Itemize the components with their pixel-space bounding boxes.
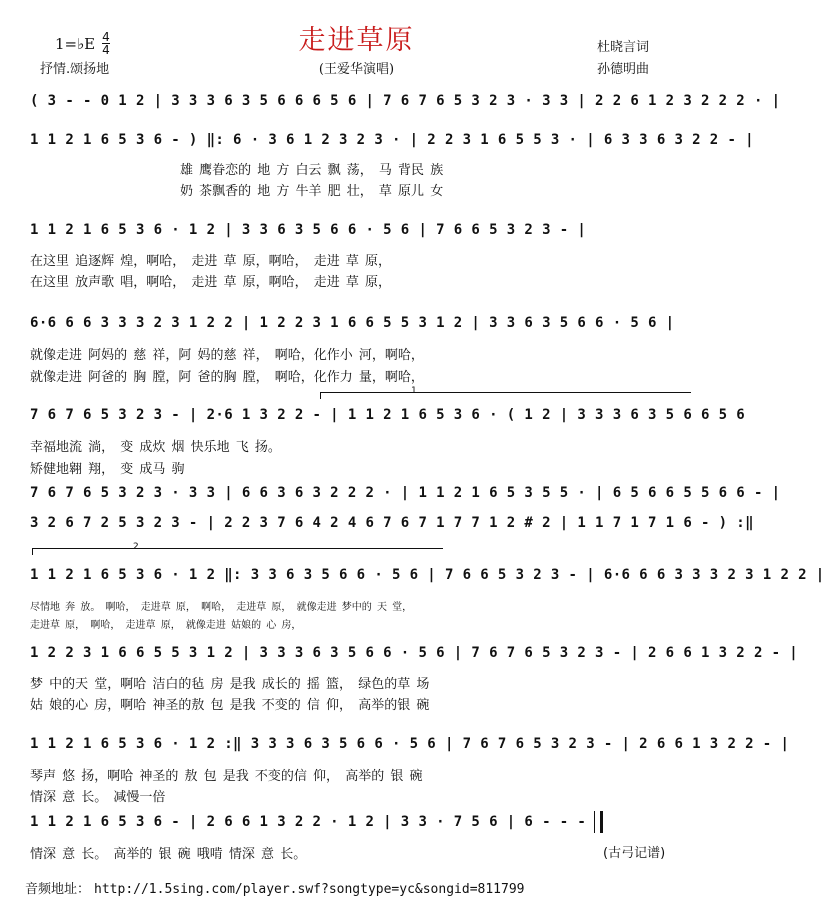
lyric-line: 在这里 放声歌 唱，啊哈， 走进 草 原，啊哈， 走进 草 原， [30,275,392,290]
audio-source-label: 音频地址： [25,882,91,897]
lyric-line: 幸福地流 淌， 变 成炊 烟 快乐地 飞 扬。 [30,440,281,455]
volta-bracket-2 [32,542,443,555]
volta-bracket-1 [320,386,691,399]
composer-credit: 孙德明曲 [597,62,650,77]
lyric-line: 矫健地翱 翔， 变 成马 驹 [30,462,185,477]
audio-source [25,878,524,897]
lyricist-credit: 杜晓言词 [597,40,650,55]
lyric-line: 姑 娘的心 房，啊哈 神圣的敖 包 是我 不变的 信 仰， 高举的银 碗 [30,698,430,713]
lyric-line: 就像走进 阿爸的 胸 膛，阿 爸的胸 膛， 啊哈，化作力 量，啊哈， [30,370,424,385]
lyric-line: 尽情地 奔 放。 啊哈， 走进草 原， 啊哈， 走进草 原， 就像走进 梦中的 天 堂， [30,602,413,613]
volta-number: 2 [133,542,139,552]
notation-row: 1 1 2 1 6 5 3 6 · 1 2 | 3 3 6 3 5 6 6 · 5 6 | 7 6 6 5 3 2 3 - | [30,222,587,238]
lyric-line: 走进草 原， 啊哈， 走进草 原， 就像走进 姑娘的 心 房， [30,620,302,631]
notation-row: ( 3 - - 0 1 2 | 3 3 3 6 3 5 6 6 6 5 6 | 7 6 7 6 5 3 2 3 · 3 3 | 2 2 6 1 2 3 2 2 2 · | [30,93,781,109]
time-top: 4 [102,30,110,44]
lyric-line: 梦 中的天 堂，啊哈 洁白的毡 房 是我 成长的 摇 篮， 绿色的草 场 [30,677,430,692]
notation-row: 1 1 2 1 6 5 3 6 · 1 2 :‖ 3 3 3 6 3 5 6 6 · 5 6 | 7 6 7 6 5 3 2 3 - | 2 6 6 1 3 2 2 - | [30,736,790,752]
key-label: 1=♭E [55,34,96,53]
lyric-line: 情深 意 长。 减慢一倍 [30,790,166,805]
notation-row: 6·6 6 6 3 3 3 2 3 1 2 2 | 1 2 2 3 1 6 6 5 5 3 1 2 | 3 3 6 3 5 6 6 · 5 6 | [30,315,675,331]
key-signature [55,31,110,56]
notation-row: 1 1 2 1 6 5 3 6 · 1 2 ‖: 3 3 6 3 5 6 6 · 5 6 | 7 6 6 5 3 2 3 - | 6·6 6 6 3 3 3 2 3 1 2 2 | [30,567,825,583]
lyric-line: 就像走进 阿妈的 慈 祥，阿 妈的慈 祥， 啊哈，化作小 河，啊哈， [30,348,424,363]
notation-row: 3 2 6 7 2 5 3 2 3 - | 2 2 3 7 6 4 2 4 6 7 6 7 1 7 7 1 2 # 2 | 1 1 7 1 7 1 6 - ) :‖ [30,515,754,531]
lyric-line: 奶 茶飘香的 地 方 牛羊 肥 壮， 草 原儿 女 [180,184,444,199]
time-bottom: 4 [102,43,110,57]
notation-row: 1 1 2 1 6 5 3 6 - ) ‖: 6 · 3 6 1 2 3 2 3 · | 2 2 3 1 6 5 5 3 · | 6 3 3 6 3 2 2 - | [30,132,754,148]
song-title: 走进草原 [298,25,415,56]
lyric-line: 琴声 悠 扬，啊哈 神圣的 敖 包 是我 不变的信 仰， 高举的 银 碗 [30,769,423,784]
time-signature [102,31,110,56]
final-barline [600,811,603,833]
notation-row: 7 6 7 6 5 3 2 3 - | 2·6 1 3 2 2 - | 1 1 2 1 6 5 3 6 · ( 1 2 | 3 3 3 6 3 5 6 6 5 6 [30,407,746,423]
audio-source-link[interactable]: http://1.5sing.com/player.swf?songtype=yc&songid=811799 [94,882,525,897]
final-barline-thin [594,811,595,833]
lyric-line: 在这里 追逐辉 煌，啊哈， 走进 草 原，啊哈， 走进 草 原， [30,254,392,269]
notation-row: 1 2 2 3 1 6 6 5 5 3 1 2 | 3 3 3 6 3 5 6 6 · 5 6 | 7 6 7 6 5 3 2 3 - | 2 6 6 1 3 2 2 - | [30,645,799,661]
volta-number: 1 [411,386,417,396]
lyric-line: 雄 鹰眷恋的 地 方 白云 飘 荡， 马 背民 族 [180,163,444,178]
expression-mark: 抒情.颂扬地 [40,62,110,77]
notator-credit: (古弓记谱) [603,846,666,861]
singer-credit: (王爱华演唱) [318,62,395,77]
notation-row: 1 1 2 1 6 5 3 6 - | 2 6 6 1 3 2 2 · 1 2 | 3 3 · 7 5 6 | 6 - - - [30,814,587,830]
notation-row: 7 6 7 6 5 3 2 3 · 3 3 | 6 6 3 6 3 2 2 2 · | 1 1 2 1 6 5 3 5 5 · | 6 5 6 6 5 5 6 6 - | [30,485,781,501]
lyric-line: 情深 意 长。 高举的 银 碗 哦啃 情深 意 长。 [30,847,307,862]
